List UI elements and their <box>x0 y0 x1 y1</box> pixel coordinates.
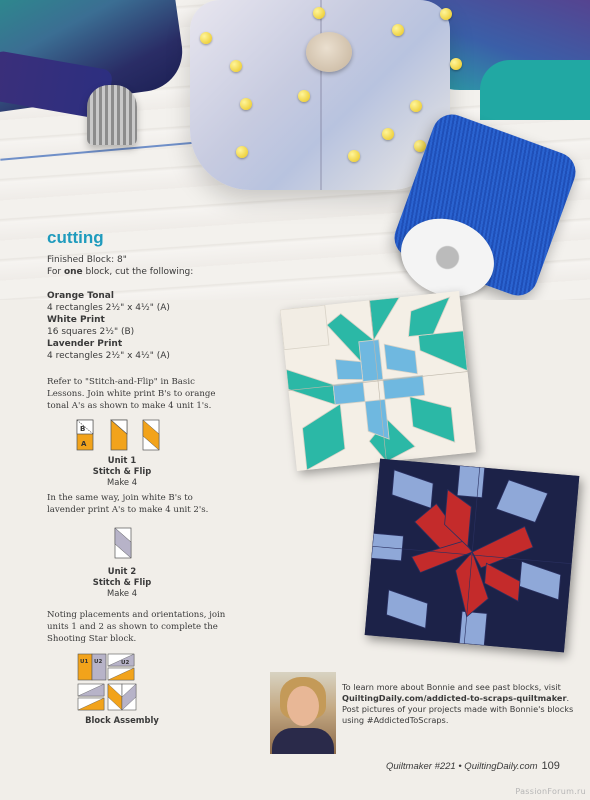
fabric-name: Orange Tonal <box>47 291 114 301</box>
pin-head <box>236 146 248 158</box>
thimble <box>87 85 137 145</box>
fabric-cut: 4 rectangles 2½" x 4½" (A) <box>47 303 170 313</box>
unit1-title: Unit 1 <box>107 455 137 465</box>
info-line2: . Post pictures of your projects made with Bonnie's blocks using #AddictedToScraps. <box>342 693 574 725</box>
unit1-diagram <box>75 418 165 452</box>
step-3-text: Noting placements and orientations, join units 1 and 2 as shown to complete the Shooting Star block. <box>47 610 226 644</box>
pin-head <box>382 128 394 140</box>
unit1-count: Make 4 <box>106 477 138 487</box>
pin-head <box>450 58 462 70</box>
fabric-cut: 4 rectangles 2½" x 4½" (A) <box>47 351 170 361</box>
assembly-bottom-row <box>78 684 136 710</box>
designer-info <box>342 682 582 726</box>
unit2-diagram <box>113 526 133 560</box>
unit2-count: Make 4 <box>106 588 138 598</box>
pincushion-button <box>306 32 352 72</box>
unit1-label-b: B <box>80 425 86 433</box>
pin-head <box>298 90 310 102</box>
pin-head <box>200 32 212 44</box>
assembly-label-u2: U2 <box>94 659 103 665</box>
assembly-caption: Block Assembly <box>85 715 159 725</box>
pin-head <box>440 8 452 20</box>
unit2-caption <box>47 566 197 599</box>
pin-head <box>348 150 360 162</box>
fabric-cut: 16 squares 2½" (B) <box>47 327 135 337</box>
unit1-label-a: A <box>81 440 87 448</box>
unit1-finished <box>143 420 159 450</box>
info-link[interactable]: QuiltingDaily.com/addicted-to-scraps-quiltmaker <box>342 693 567 703</box>
designer-portrait <box>270 672 336 754</box>
quilt-block-navy <box>365 459 580 653</box>
intro-line <box>47 266 277 278</box>
quilt-block-green <box>280 291 476 471</box>
assembly-diagram <box>77 653 159 713</box>
intro-suffix: block, cut the following: <box>82 267 194 277</box>
fabric-name: Lavender Print <box>47 339 123 349</box>
step-2-text: In the same way, join white B's to lavender print A's to make 4 unit 2's. <box>47 493 209 515</box>
pin-head <box>240 98 252 110</box>
intro-prefix: For <box>47 267 64 277</box>
assembly-label-u2b: U2 <box>121 660 130 666</box>
pin-head <box>230 60 242 72</box>
section-heading: cutting <box>47 228 104 247</box>
intro-emphasis: one <box>63 267 83 277</box>
assembly-label-u1: U1 <box>80 659 89 665</box>
page-footer <box>386 760 560 772</box>
assembly-top-row <box>78 654 134 680</box>
cutting-instructions <box>47 228 277 726</box>
portrait-face <box>287 686 319 726</box>
info-line1: To learn more about Bonnie and see past blocks, visit <box>342 682 561 692</box>
fabric-name: White Print <box>47 315 105 325</box>
unit2-method: Stitch & Flip <box>92 577 152 587</box>
pin-head <box>392 24 404 36</box>
pin-head <box>313 7 325 19</box>
thread-spool <box>400 110 590 290</box>
step-1-text: Refer to "Stitch-and-Flip" in Basic Lessons. Join white print B's to orange tonal A's as shown to make 4 unit 1's. <box>47 377 216 411</box>
portrait-shirt <box>272 728 334 754</box>
footer-text: Quiltmaker #221 • QuiltingDaily.com <box>386 761 538 772</box>
page-number: 109 <box>541 760 560 772</box>
unit1-step-b <box>111 420 127 450</box>
finished-block-size: Finished Block: 8" <box>47 255 127 265</box>
unit1-caption <box>47 455 197 488</box>
unit1-method: Stitch & Flip <box>92 466 152 476</box>
unit2-title: Unit 2 <box>107 566 137 576</box>
watermark: PassionForum.ru <box>515 787 586 796</box>
unit1-step-a <box>77 420 93 450</box>
